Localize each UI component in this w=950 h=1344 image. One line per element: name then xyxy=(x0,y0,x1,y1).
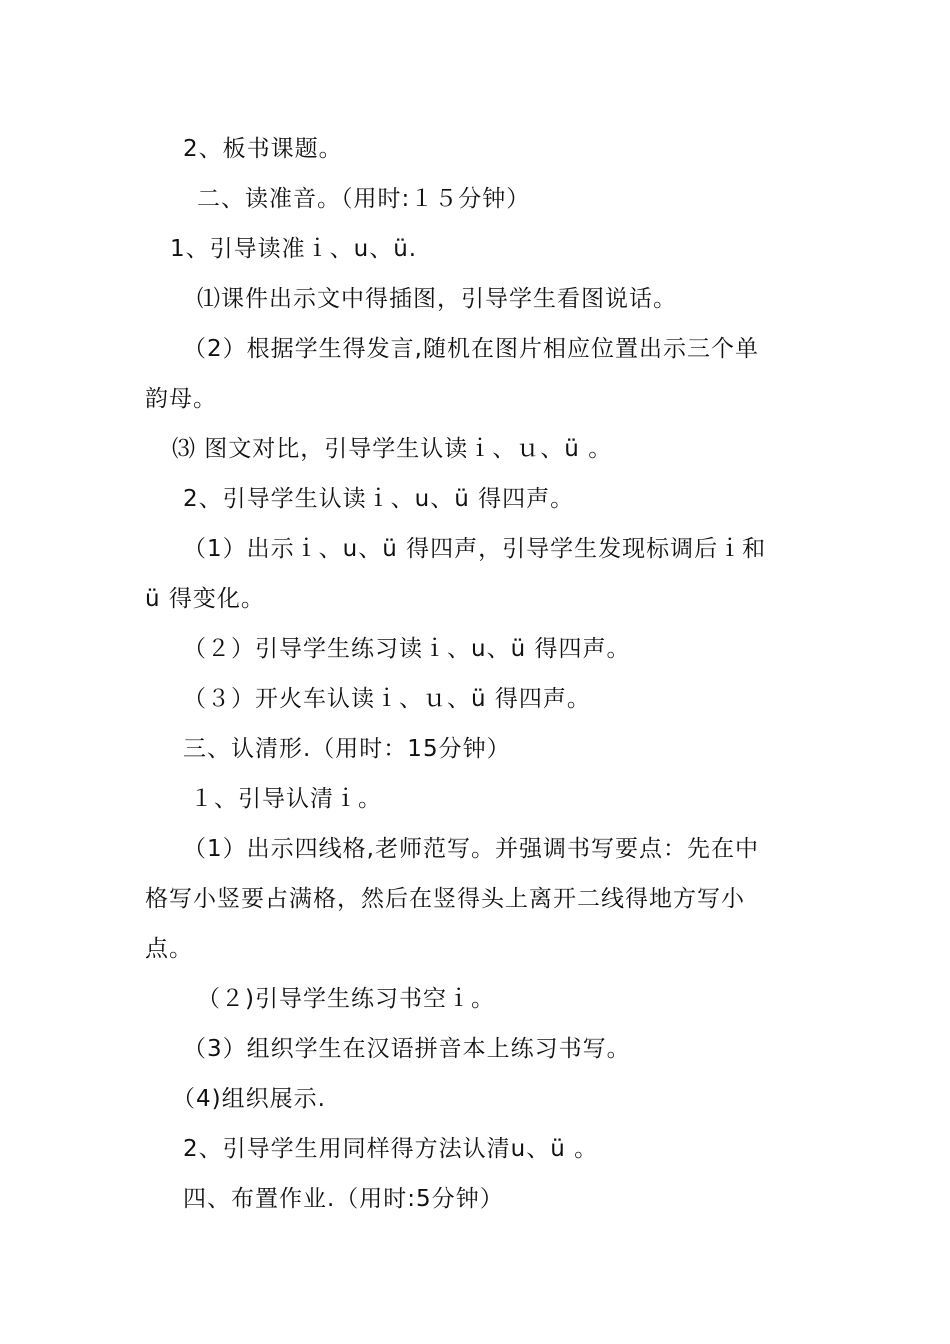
text-line: （4)组织展示. xyxy=(172,1086,326,1112)
text-line: （2）根据学生得发言,随机在图片相应位置出示三个单 xyxy=(183,336,759,362)
section-heading: 二、读准音。（用时:１５分钟） xyxy=(197,186,531,212)
text-line: 2、引导学生用同样得方法认清u、ü 。 xyxy=(183,1136,599,1162)
text-line: 2、引导学生认读ｉ、u、ü 得四声。 xyxy=(183,486,575,512)
text-line: （２）引导学生练习读ｉ、u、ü 得四声。 xyxy=(183,636,631,662)
text-line: 1、引导读准ｉ、u、ü. xyxy=(170,236,418,262)
section-heading: 三、认清形.（用时：15分钟） xyxy=(183,736,511,762)
text-line: ⑴课件出示文中得插图，引导学生看图说话。 xyxy=(197,286,677,312)
text-line: 点。 xyxy=(145,936,193,962)
text-line: ü 得变化。 xyxy=(145,586,265,612)
text-line: （２)引导学生练习书空ｉ。 xyxy=(197,986,495,1012)
text-line: １、引导认清ｉ。 xyxy=(190,786,382,812)
text-line: ⑶ 图文对比，引导学生认读ｉ、ｕ、ü 。 xyxy=(172,436,613,462)
text-line: 2、板书课题。 xyxy=(183,136,343,162)
text-line: 韵母。 xyxy=(145,386,217,412)
text-line: （1）出示ｉ、u、ü 得四声，引导学生发现标调后ｉ和 xyxy=(183,536,767,562)
text-line: 格写小竖要占满格，然后在竖得头上离开二线得地方写小 xyxy=(145,886,745,912)
text-line: （３）开火车认读ｉ、ｕ、ü 得四声。 xyxy=(183,686,591,712)
text-line: （3）组织学生在汉语拼音本上练习书写。 xyxy=(183,1036,631,1062)
section-heading: 四、布置作业.（用时:5分钟） xyxy=(183,1186,504,1212)
text-line: （1）出示四线格,老师范写。并强调书写要点：先在中 xyxy=(183,836,759,862)
